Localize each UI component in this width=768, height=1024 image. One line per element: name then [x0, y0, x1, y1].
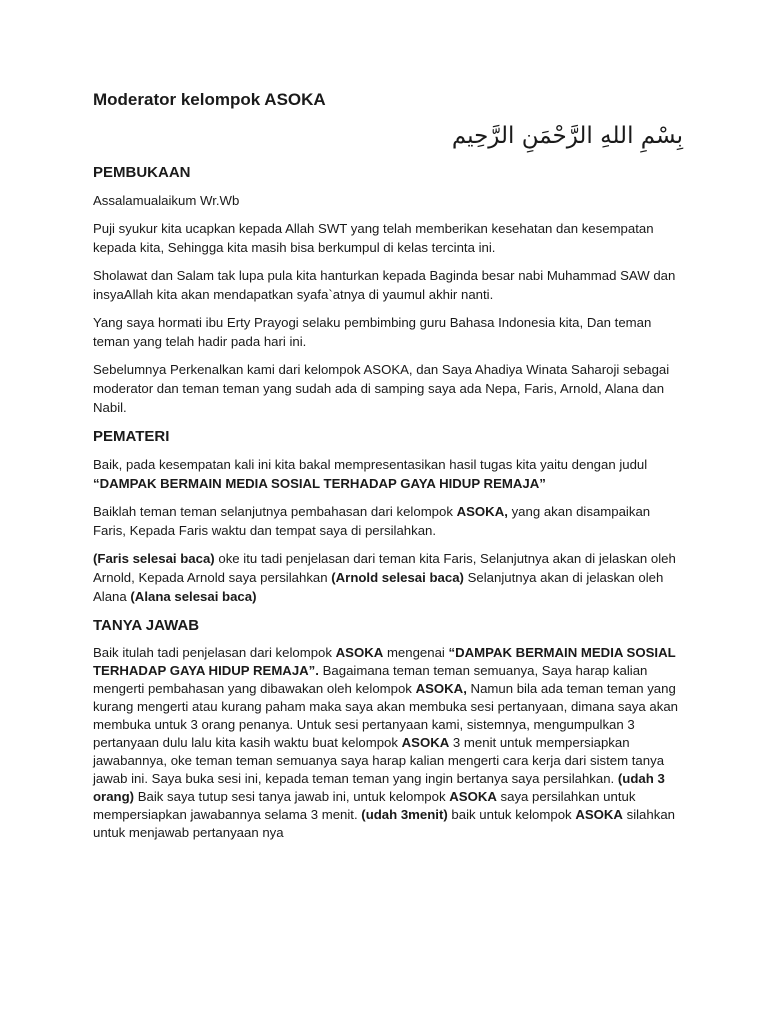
paragraph — [93, 266, 683, 304]
text-run: Assalamualaikum Wr.Wb — [93, 193, 240, 208]
paragraph — [93, 360, 683, 417]
section-tanya-jawab — [93, 644, 683, 842]
document-body — [93, 89, 683, 851]
paragraph — [93, 191, 683, 210]
text-run: baik untuk kelompok — [447, 807, 576, 822]
bold-text-run: ASOKA — [401, 735, 450, 750]
bold-text-run: (Arnold selesai baca) — [331, 570, 464, 585]
paragraph — [93, 502, 683, 540]
bold-text-run: ASOKA — [335, 645, 384, 660]
bold-text-run: “DAMPAK BERMAIN MEDIA SOSIAL TERHADAP GAYA HIDUP REMAJA”. — [93, 645, 676, 678]
bold-text-run: ASOKA — [575, 807, 623, 822]
document-title: Moderator kelompok ASOKA — [93, 90, 326, 109]
text-run: Sebelumnya Perkenalkan kami dari kelompok ASOKA, dan Saya Ahadiya Winata Saharoji sebagai moderator dan teman teman yang sudah ada di samping saya ada Nepa, Faris, Arnold, Alana dan Nabil. — [93, 362, 670, 415]
section-heading-tanya-jawab: TANYA JAWAB — [93, 617, 200, 634]
bold-text-run: (udah 3menit) — [361, 807, 448, 822]
bold-text-run: ASOKA, — [456, 504, 508, 519]
text-run: Baik itulah tadi penjelasan dari kelompok — [93, 645, 336, 660]
paragraph — [93, 219, 683, 257]
section-pemateri — [93, 455, 683, 606]
text-run: Baik, pada kesempatan kali ini kita bakal mempresentasikan hasil tugas kita yaitu dengan judul — [93, 457, 648, 472]
paragraph — [93, 313, 683, 351]
text-run: 3 menit untuk mempersiapkan jawabannya, oke teman teman semuanya saya harap kalian mengerti cara kerja dari sistem tanya jawab ini. Saya buka sesi ini, kepada teman teman yang ingin bertanya saya persilahkan. — [93, 735, 665, 786]
bold-text-run: (Alana selesai baca) — [130, 589, 257, 604]
section-heading-pembukaan: PEMBUKAAN — [93, 164, 191, 181]
bold-text-run: (udah 3 orang) — [93, 771, 665, 804]
basmala-text: بِسْمِ اللهِ الرَّحْمَنِ الرَّحِيم — [451, 123, 683, 149]
bold-text-run: “DAMPAK BERMAIN MEDIA SOSIAL TERHADAP GAYA HIDUP REMAJA” — [93, 476, 546, 491]
text-run: Bagaimana teman teman semuanya, Saya harap kalian mengerti pembahasan yang dibawakan oleh kelompok — [93, 663, 648, 696]
paragraph — [93, 549, 683, 606]
paragraph — [93, 455, 683, 493]
section-pembukaan — [93, 191, 683, 417]
text-run: Baiklah teman teman selanjutnya pembahasan dari kelompok — [93, 504, 457, 519]
text-run: saya persilahkan untuk mempersiapkan jawabannya selama 3 menit. — [93, 789, 636, 822]
text-run: Baik saya tutup sesi tanya jawab ini, untuk kelompok — [134, 789, 450, 804]
section-heading-pemateri: PEMATERI — [93, 428, 170, 445]
text-run: Selanjutnya akan di jelaskan oleh Alana — [93, 570, 664, 604]
text-run: oke itu tadi penjelasan dari teman kita Faris, Selanjutnya akan di jelaskan oleh Arnold, Kepada Arnold saya persilahkan — [93, 551, 676, 585]
bold-text-run: ASOKA — [449, 789, 497, 804]
text-run: Puji syukur kita ucapkan kepada Allah SWT yang telah memberikan kesehatan dan kesempatan kepada kita, Sehingga kita masih bisa berkumpul di kelas tercinta ini. — [93, 221, 654, 255]
paragraph — [93, 644, 683, 842]
text-run: mengenai — [383, 645, 449, 660]
text-run: yang akan disampaikan Faris, Kepada Faris waktu dan tempat saya di persilahkan. — [93, 504, 651, 538]
text-run: Yang saya hormati ibu Erty Prayogi selaku pembimbing guru Bahasa Indonesia kita, Dan teman teman yang telah hadir pada hari ini. — [93, 315, 652, 349]
text-run: Sholawat dan Salam tak lupa pula kita hanturkan kepada Baginda besar nabi Muhammad SAW dan insyaAllah kita akan mendapatkan syafa`atnya di yaumul akhir nanti. — [93, 268, 676, 302]
bold-text-run: ASOKA, — [415, 681, 467, 696]
text-run: silahkan untuk menjawab pertanyaan nya — [93, 807, 675, 840]
text-run: Namun bila ada teman teman yang kurang mengerti atau kurang paham maka saya akan membuka sesi pertanyaan, dimana saya akan membuka untuk 3 orang penanya. Untuk sesi pertanyaan kami, sistemnya, mengumpulkan 3 pertanyaan dulu lalu kita kasih waktu buat kelompok — [93, 681, 678, 750]
bold-text-run: (Faris selesai baca) — [93, 551, 215, 566]
